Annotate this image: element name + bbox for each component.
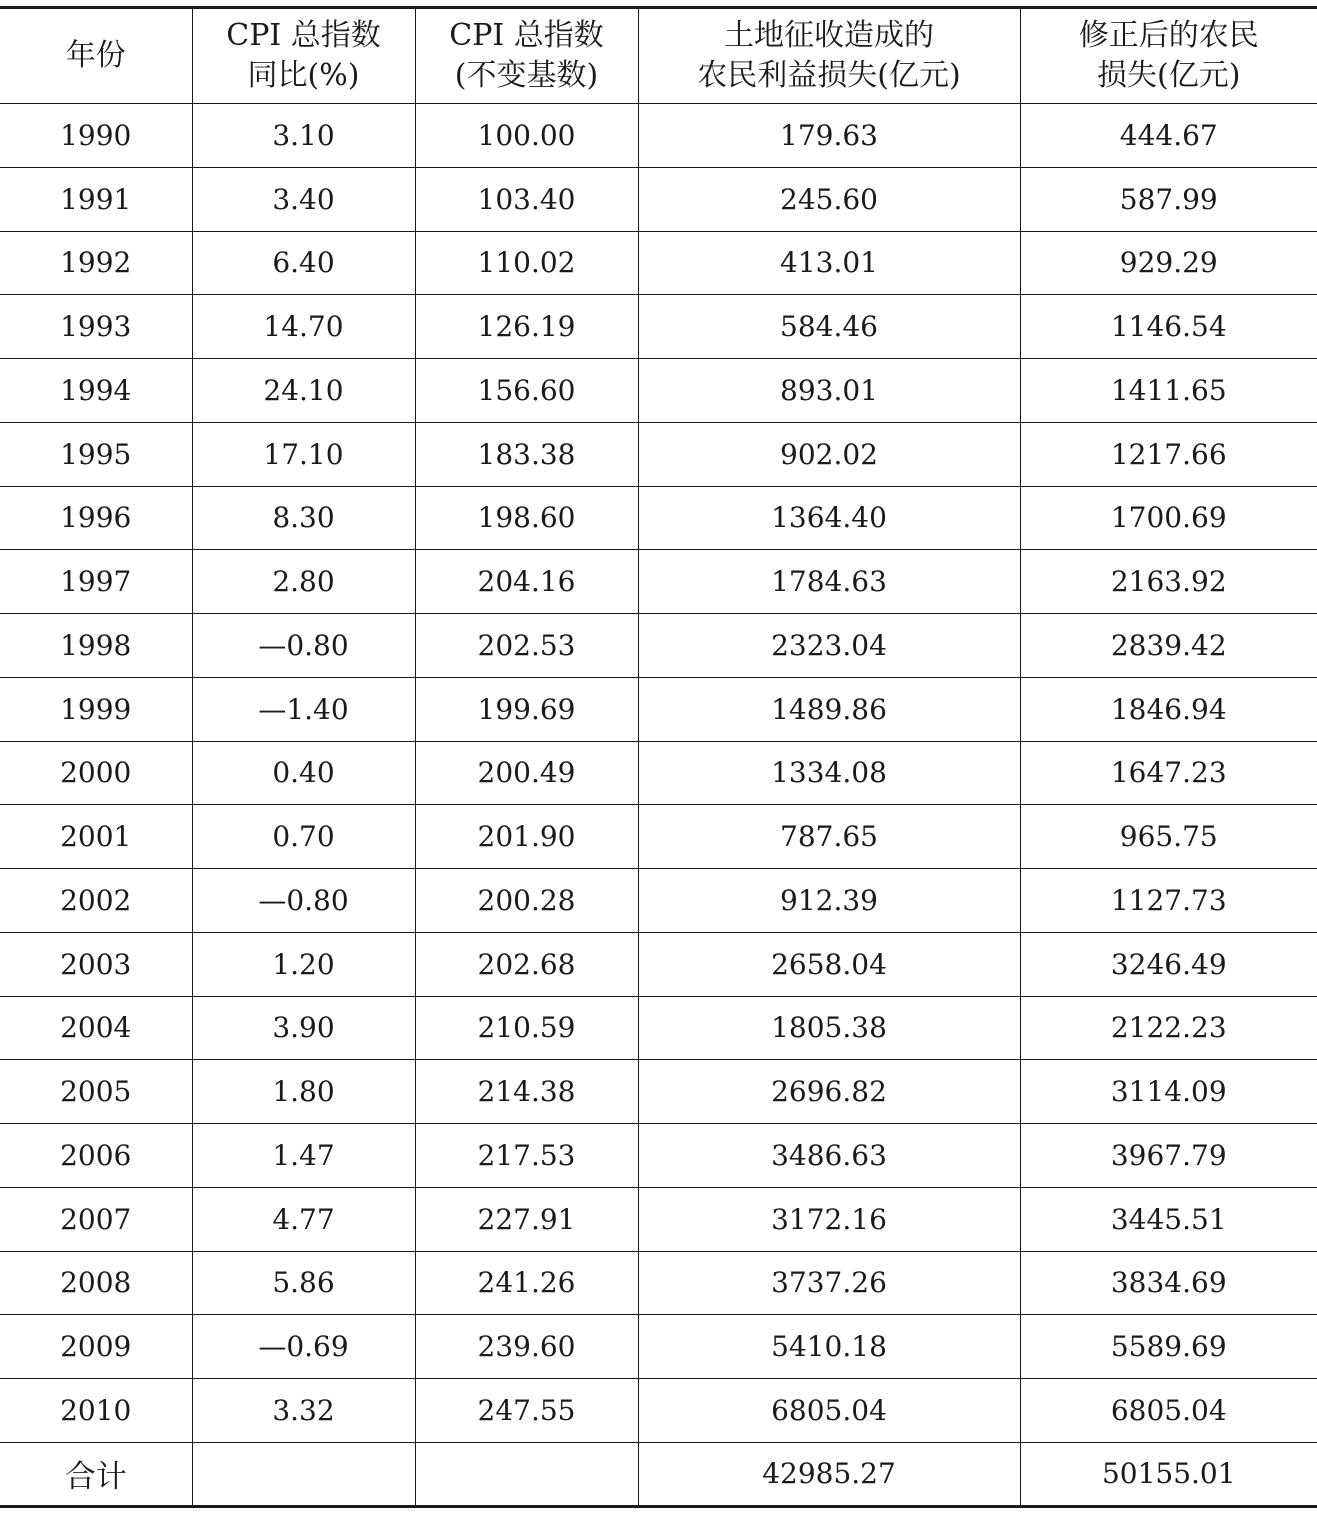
corrected-loss-cell: 1411.65 — [1020, 359, 1317, 423]
cpi-constant-cell: 239.60 — [415, 1315, 638, 1379]
corrected-loss-cell: 3246.49 — [1020, 932, 1317, 996]
year-cell: 1990 — [0, 104, 192, 168]
table-row — [0, 295, 1317, 359]
corrected-loss-cell: 1647.23 — [1020, 741, 1317, 805]
year-cell: 1994 — [0, 359, 192, 423]
cpi-constant-cell: 247.55 — [415, 1379, 638, 1443]
header-text-line: 同比(%) — [247, 58, 360, 93]
table-row — [0, 486, 1317, 550]
cpi-constant-cell: 183.38 — [415, 422, 638, 486]
table-row — [0, 104, 1317, 168]
land-loss-cell: 245.60 — [638, 167, 1020, 231]
corrected-loss-cell: 929.29 — [1020, 231, 1317, 295]
year-cell: 1996 — [0, 486, 192, 550]
cpi-yoy-cell: 5.86 — [192, 1251, 415, 1315]
data-table — [0, 6, 1317, 1508]
total-corrected-loss-cell: 50155.01 — [1020, 1442, 1317, 1506]
land-loss-cell: 1784.63 — [638, 550, 1020, 614]
corrected-loss-cell: 5589.69 — [1020, 1315, 1317, 1379]
corrected-loss-cell: 587.99 — [1020, 167, 1317, 231]
year-cell: 2004 — [0, 996, 192, 1060]
cpi-constant-cell: 217.53 — [415, 1124, 638, 1188]
corrected-loss-cell: 6805.04 — [1020, 1379, 1317, 1443]
land-loss-cell: 2658.04 — [638, 932, 1020, 996]
land-loss-cell: 1334.08 — [638, 741, 1020, 805]
land-loss-cell: 787.65 — [638, 805, 1020, 869]
cpi-yoy-cell: 3.32 — [192, 1379, 415, 1443]
total-cpi-constant-cell — [415, 1442, 638, 1506]
table-row — [0, 422, 1317, 486]
land-loss-cell: 3486.63 — [638, 1124, 1020, 1188]
table-row — [0, 359, 1317, 423]
table-row — [0, 231, 1317, 295]
header-text-line: 修正后的农民 — [1078, 18, 1259, 53]
land-loss-cell: 2696.82 — [638, 1060, 1020, 1124]
corrected-loss-cell: 1127.73 — [1020, 869, 1317, 933]
header-row — [0, 8, 1317, 104]
corrected-loss-cell: 1846.94 — [1020, 677, 1317, 741]
land-loss-cell: 6805.04 — [638, 1379, 1020, 1443]
year-cell: 2002 — [0, 869, 192, 933]
table-row — [0, 1315, 1317, 1379]
cpi-yoy-cell: 6.40 — [192, 231, 415, 295]
cpi-constant-cell: 110.02 — [415, 231, 638, 295]
total-cpi-yoy-cell — [192, 1442, 415, 1506]
table-body — [0, 104, 1317, 1507]
year-cell: 2009 — [0, 1315, 192, 1379]
land-loss-cell: 1489.86 — [638, 677, 1020, 741]
cpi-yoy-cell: —0.80 — [192, 614, 415, 678]
cpi-yoy-cell: —1.40 — [192, 677, 415, 741]
year-cell: 2008 — [0, 1251, 192, 1315]
land-loss-cell: 893.01 — [638, 359, 1020, 423]
land-loss-cell: 2323.04 — [638, 614, 1020, 678]
cpi-yoy-cell: 1.20 — [192, 932, 415, 996]
land-loss-cell: 1364.40 — [638, 486, 1020, 550]
cpi-yoy-cell: 1.47 — [192, 1124, 415, 1188]
cpi-constant-cell: 202.68 — [415, 932, 638, 996]
corrected-loss-cell: 3114.09 — [1020, 1060, 1317, 1124]
cpi-constant-cell: 199.69 — [415, 677, 638, 741]
land-loss-cell: 179.63 — [638, 104, 1020, 168]
cpi-constant-cell: 241.26 — [415, 1251, 638, 1315]
cpi-yoy-cell: 3.10 — [192, 104, 415, 168]
table-row — [0, 1187, 1317, 1251]
year-cell: 2005 — [0, 1060, 192, 1124]
year-cell: 1992 — [0, 231, 192, 295]
table-row — [0, 741, 1317, 805]
header-text-line: CPI 总指数 — [226, 18, 381, 53]
total-row — [0, 1442, 1317, 1506]
cpi-constant-cell: 214.38 — [415, 1060, 638, 1124]
table-row — [0, 1251, 1317, 1315]
land-loss-cell: 584.46 — [638, 295, 1020, 359]
header-text-line: 损失(亿元) — [1097, 58, 1241, 93]
cpi-constant-cell: 227.91 — [415, 1187, 638, 1251]
corrected-loss-cell: 3834.69 — [1020, 1251, 1317, 1315]
cpi-yoy-cell: 3.90 — [192, 996, 415, 1060]
header-text-line: CPI 总指数 — [449, 18, 604, 53]
land-loss-cell: 5410.18 — [638, 1315, 1020, 1379]
year-cell: 1991 — [0, 167, 192, 231]
year-cell: 2000 — [0, 741, 192, 805]
header-year — [0, 8, 192, 104]
land-loss-cell: 413.01 — [638, 231, 1020, 295]
cpi-constant-cell: 198.60 — [415, 486, 638, 550]
table-header — [0, 8, 1317, 104]
land-loss-cell: 1805.38 — [638, 996, 1020, 1060]
year-cell: 1999 — [0, 677, 192, 741]
cpi-constant-cell: 210.59 — [415, 996, 638, 1060]
corrected-loss-cell: 1700.69 — [1020, 486, 1317, 550]
year-cell: 1993 — [0, 295, 192, 359]
cpi-constant-cell: 204.16 — [415, 550, 638, 614]
cpi-constant-cell: 202.53 — [415, 614, 638, 678]
year-cell: 1998 — [0, 614, 192, 678]
table-row — [0, 1379, 1317, 1443]
year-cell: 1995 — [0, 422, 192, 486]
table-row — [0, 1060, 1317, 1124]
header-corrected-loss — [1020, 8, 1317, 104]
cpi-yoy-cell: 17.10 — [192, 422, 415, 486]
cpi-yoy-cell: 14.70 — [192, 295, 415, 359]
cpi-constant-cell: 156.60 — [415, 359, 638, 423]
table-row — [0, 167, 1317, 231]
table-row — [0, 550, 1317, 614]
cpi-constant-cell: 200.28 — [415, 869, 638, 933]
cpi-yoy-cell: 4.77 — [192, 1187, 415, 1251]
cpi-constant-cell: 100.00 — [415, 104, 638, 168]
cpi-yoy-cell: —0.80 — [192, 869, 415, 933]
cpi-yoy-cell: 24.10 — [192, 359, 415, 423]
header-text-line: 年份 — [65, 38, 126, 73]
cpi-constant-cell: 200.49 — [415, 741, 638, 805]
table-row — [0, 677, 1317, 741]
year-cell: 1997 — [0, 550, 192, 614]
corrected-loss-cell: 3967.79 — [1020, 1124, 1317, 1188]
header-cpi-yoy — [192, 8, 415, 104]
total-label: 合计 — [0, 1442, 192, 1506]
cpi-yoy-cell: 1.80 — [192, 1060, 415, 1124]
header-land-loss — [638, 8, 1020, 104]
cpi-yoy-cell: 8.30 — [192, 486, 415, 550]
land-loss-cell: 3737.26 — [638, 1251, 1020, 1315]
corrected-loss-cell: 2839.42 — [1020, 614, 1317, 678]
table-row — [0, 805, 1317, 869]
total-land-loss-cell: 42985.27 — [638, 1442, 1020, 1506]
table-row — [0, 614, 1317, 678]
year-cell: 2010 — [0, 1379, 192, 1443]
corrected-loss-cell: 2163.92 — [1020, 550, 1317, 614]
land-loss-cell: 3172.16 — [638, 1187, 1020, 1251]
table-row — [0, 932, 1317, 996]
year-cell: 2003 — [0, 932, 192, 996]
cpi-yoy-cell: 0.40 — [192, 741, 415, 805]
table-row — [0, 1124, 1317, 1188]
cpi-yoy-cell: 0.70 — [192, 805, 415, 869]
cpi-yoy-cell: —0.69 — [192, 1315, 415, 1379]
year-cell: 2007 — [0, 1187, 192, 1251]
year-cell: 2006 — [0, 1124, 192, 1188]
land-loss-cell: 902.02 — [638, 422, 1020, 486]
year-cell: 2001 — [0, 805, 192, 869]
cpi-yoy-cell: 3.40 — [192, 167, 415, 231]
cpi-constant-cell: 103.40 — [415, 167, 638, 231]
header-text-line: 土地征收造成的 — [724, 18, 934, 53]
corrected-loss-cell: 1146.54 — [1020, 295, 1317, 359]
land-loss-cell: 912.39 — [638, 869, 1020, 933]
corrected-loss-cell: 444.67 — [1020, 104, 1317, 168]
cpi-yoy-cell: 2.80 — [192, 550, 415, 614]
header-text-line: (不变基数) — [454, 58, 599, 93]
table-row — [0, 869, 1317, 933]
corrected-loss-cell: 2122.23 — [1020, 996, 1317, 1060]
cpi-constant-cell: 201.90 — [415, 805, 638, 869]
header-text-line: 农民利益损失(亿元) — [697, 58, 961, 93]
corrected-loss-cell: 3445.51 — [1020, 1187, 1317, 1251]
cpi-constant-cell: 126.19 — [415, 295, 638, 359]
corrected-loss-cell: 965.75 — [1020, 805, 1317, 869]
table-row — [0, 996, 1317, 1060]
header-cpi-constant — [415, 8, 638, 104]
corrected-loss-cell: 1217.66 — [1020, 422, 1317, 486]
